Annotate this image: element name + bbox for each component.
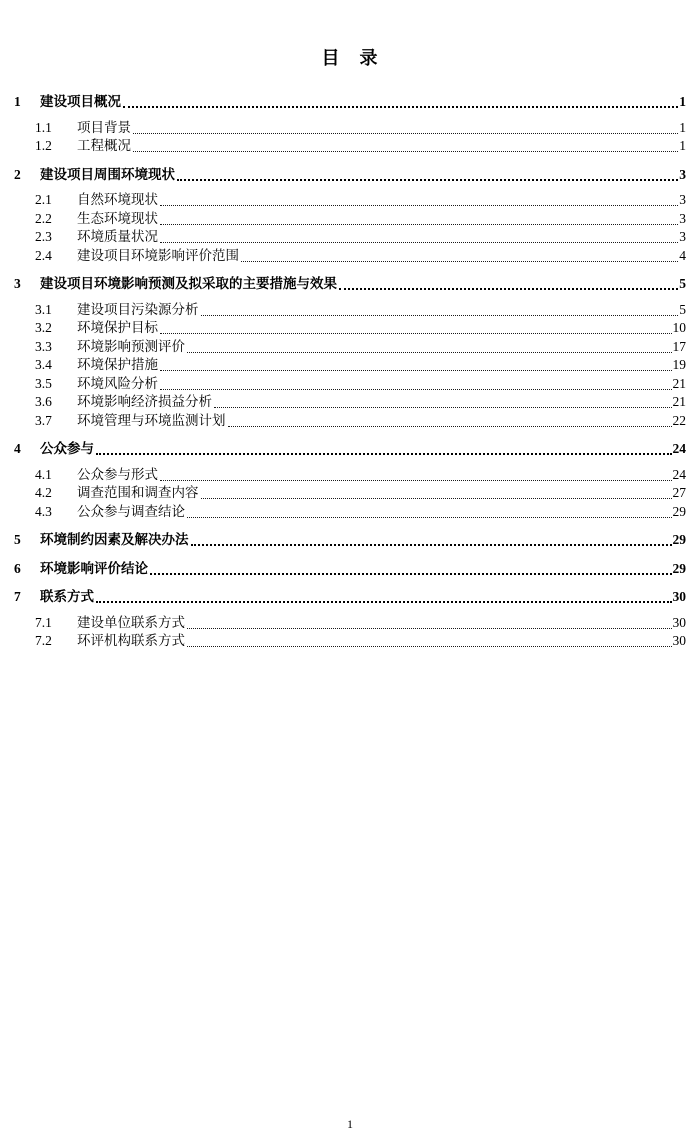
toc-dot-leader <box>201 315 679 316</box>
toc-entry-number: 2.4 <box>35 247 52 263</box>
toc-list <box>0 93 700 651</box>
toc-entry-number: 3 <box>14 276 21 291</box>
toc-entry-number: 7.1 <box>35 614 52 630</box>
toc-entry-title: 建设项目污染源分析 <box>77 301 199 317</box>
toc-entry-page: 24 <box>672 466 686 482</box>
toc-entry-title: 自然环境现状 <box>77 192 158 207</box>
toc-entry-number: 3.7 <box>35 412 52 428</box>
toc-entry[interactable] <box>14 531 686 550</box>
toc-entry-title: 工程概况 <box>77 138 131 153</box>
toc-entry[interactable] <box>14 632 686 651</box>
toc-dot-leader <box>160 242 678 243</box>
toc-entry[interactable] <box>14 247 686 266</box>
toc-entry-number: 3.5 <box>35 375 52 391</box>
toc-dot-leader <box>160 480 672 481</box>
toc-entry-page: 3 <box>679 210 686 226</box>
toc-dot-leader <box>160 224 678 225</box>
toc-entry-title: 调查范围和调查内容 <box>77 485 199 500</box>
toc-entry-page: 29 <box>672 532 686 547</box>
toc-entry-number: 4.1 <box>35 466 52 482</box>
toc-entry-title: 联系方式 <box>40 589 94 604</box>
toc-title: 目 录 <box>321 48 379 68</box>
toc-entry-title: 公众参与调查结论 <box>77 503 185 519</box>
toc-entry-title: 建设项目环境影响评价范围 <box>77 247 239 263</box>
toc-entry-title: 建设项目周围环境现状 <box>40 166 175 182</box>
toc-entry-page: 1 <box>679 119 686 135</box>
toc-entry-number: 4.3 <box>35 503 52 519</box>
toc-entry[interactable] <box>14 588 686 607</box>
toc-entry-page: 24 <box>672 441 686 456</box>
toc-dot-leader <box>228 426 672 427</box>
toc-dot-leader <box>96 453 672 455</box>
toc-dot-leader <box>241 261 678 262</box>
toc-entry-title: 公众参与 <box>40 441 94 456</box>
toc-entry-number: 4.2 <box>35 485 52 500</box>
toc-entry-number: 3.4 <box>35 357 52 372</box>
toc-dot-leader <box>123 106 678 108</box>
toc-entry[interactable] <box>14 119 686 138</box>
toc-entry-number: 2.1 <box>35 192 52 207</box>
toc-entry[interactable] <box>14 484 686 503</box>
toc-entry-title: 建设单位联系方式 <box>77 614 185 630</box>
toc-dot-leader <box>160 333 672 334</box>
footer-page-number: 1 <box>347 1117 353 1131</box>
toc-entry-title: 环境制约因素及解决办法 <box>40 532 189 547</box>
toc-dot-leader <box>187 628 672 629</box>
toc-dot-leader <box>187 646 672 647</box>
toc-entry[interactable] <box>14 614 686 633</box>
toc-entry-page: 17 <box>672 338 686 354</box>
toc-entry-page: 22 <box>672 412 686 428</box>
toc-entry-title: 项目背景 <box>77 119 131 135</box>
toc-entry-title: 环境保护目标 <box>77 320 158 335</box>
toc-entry-number: 3.6 <box>35 394 52 409</box>
toc-entry-title: 环境质量状况 <box>77 229 158 244</box>
toc-entry-page: 10 <box>672 320 686 335</box>
toc-entry[interactable] <box>14 503 686 522</box>
toc-entry-page: 5 <box>679 276 686 291</box>
toc-entry-number: 2.2 <box>35 210 52 226</box>
toc-entry-title: 生态环境现状 <box>77 210 158 226</box>
toc-dot-leader <box>187 517 672 518</box>
toc-dot-leader <box>214 407 672 408</box>
toc-entry[interactable] <box>14 440 686 459</box>
toc-entry-page: 30 <box>672 633 686 648</box>
toc-entry-title: 环境保护措施 <box>77 357 158 372</box>
toc-entry-page: 4 <box>679 247 686 263</box>
toc-dot-leader <box>187 352 672 353</box>
toc-entry-number: 2.3 <box>35 229 52 244</box>
toc-dot-leader <box>160 370 672 371</box>
toc-entry[interactable] <box>14 466 686 485</box>
toc-entry-title: 环境影响经济损益分析 <box>77 394 212 409</box>
toc-entry[interactable] <box>14 166 686 185</box>
toc-dot-leader <box>133 133 678 134</box>
toc-entry[interactable] <box>14 412 686 431</box>
toc-entry-page: 30 <box>672 589 686 604</box>
toc-dot-leader <box>339 288 678 290</box>
toc-entry-page: 30 <box>672 614 686 630</box>
toc-entry-number: 2 <box>14 166 21 182</box>
toc-entry[interactable] <box>14 228 686 247</box>
toc-entry[interactable] <box>14 560 686 579</box>
toc-entry-page: 27 <box>672 485 686 500</box>
toc-dot-leader <box>177 179 678 181</box>
toc-entry-number: 1.1 <box>35 119 52 135</box>
toc-entry-page: 29 <box>672 560 686 576</box>
toc-entry-number: 1 <box>14 94 21 109</box>
toc-dot-leader <box>201 498 672 499</box>
toc-entry-title: 建设项目概况 <box>40 94 121 109</box>
toc-entry[interactable] <box>14 319 686 338</box>
toc-entry-page: 1 <box>679 138 686 153</box>
toc-entry-page: 3 <box>679 229 686 244</box>
toc-entry[interactable] <box>14 375 686 394</box>
toc-entry[interactable] <box>14 356 686 375</box>
toc-entry[interactable] <box>14 191 686 210</box>
toc-entry-number: 7 <box>14 589 21 604</box>
toc-entry[interactable] <box>14 210 686 229</box>
toc-entry-page: 21 <box>672 375 686 391</box>
toc-entry-number: 1.2 <box>35 138 52 153</box>
toc-entry-title: 环境管理与环境监测计划 <box>77 412 226 428</box>
toc-entry-page: 1 <box>679 94 686 109</box>
toc-entry-number: 5 <box>14 532 21 547</box>
toc-entry-page: 19 <box>672 357 686 372</box>
toc-entry[interactable] <box>14 137 686 156</box>
toc-entry-number: 3.3 <box>35 338 52 354</box>
toc-dot-leader <box>96 601 672 603</box>
toc-entry-title: 建设项目环境影响预测及拟采取的主要措施与效果 <box>40 276 337 291</box>
toc-entry-number: 7.2 <box>35 633 52 648</box>
toc-entry-page: 3 <box>679 192 686 207</box>
toc-entry[interactable] <box>14 338 686 357</box>
toc-dot-leader <box>191 544 672 546</box>
toc-dot-leader <box>133 151 678 152</box>
toc-dot-leader <box>160 389 672 390</box>
toc-entry[interactable] <box>14 93 686 112</box>
toc-entry-title: 环境影响评价结论 <box>40 560 148 576</box>
toc-entry-number: 3.1 <box>35 301 52 317</box>
toc-entry-title: 环评机构联系方式 <box>77 633 185 648</box>
toc-entry-number: 6 <box>14 560 21 576</box>
toc-entry-number: 4 <box>14 441 21 456</box>
toc-entry-title: 公众参与形式 <box>77 466 158 482</box>
toc-entry[interactable] <box>14 275 686 294</box>
toc-entry[interactable] <box>14 301 686 320</box>
toc-entry-page: 5 <box>679 301 686 317</box>
toc-dot-leader <box>160 205 678 206</box>
toc-entry-page: 29 <box>672 503 686 519</box>
toc-entry-title: 环境影响预测评价 <box>77 338 185 354</box>
toc-entry-number: 3.2 <box>35 320 52 335</box>
toc-entry-page: 21 <box>672 394 686 409</box>
toc-dot-leader <box>150 573 672 575</box>
toc-entry-page: 3 <box>679 166 686 182</box>
toc-entry-title: 环境风险分析 <box>77 375 158 391</box>
toc-entry[interactable] <box>14 393 686 412</box>
